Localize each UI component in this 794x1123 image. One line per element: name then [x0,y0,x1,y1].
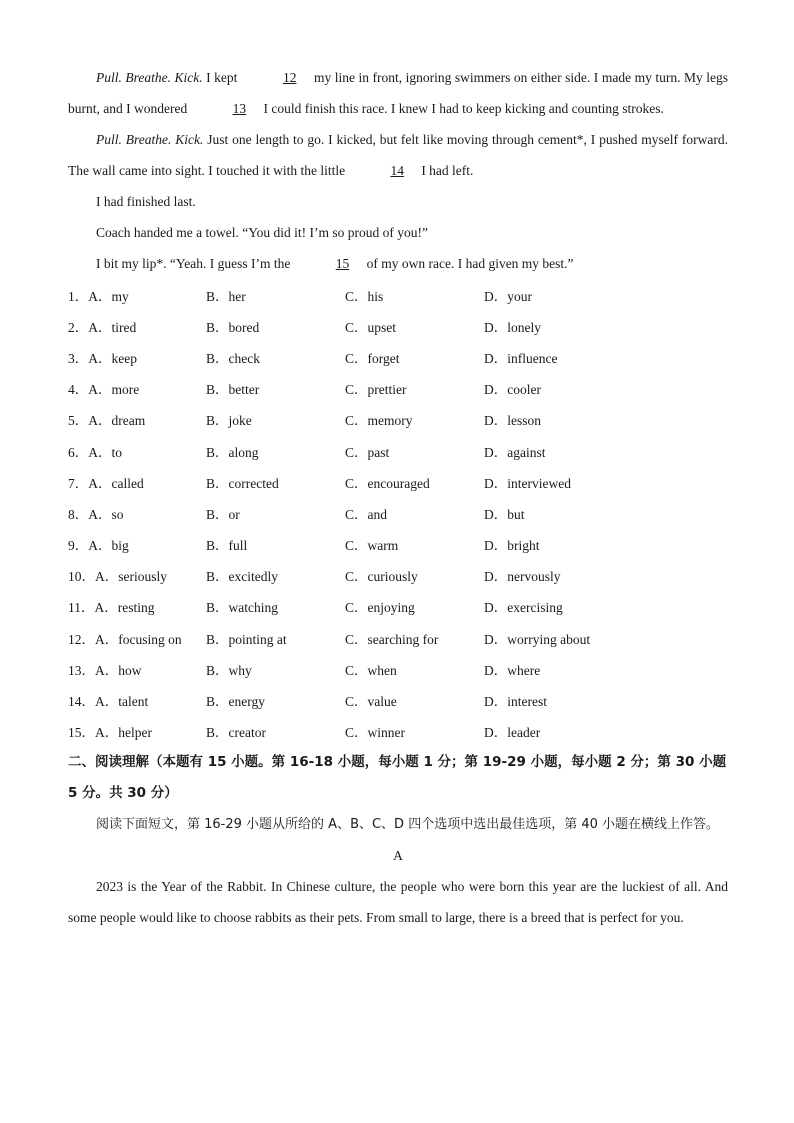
option-b: B．along [206,444,259,460]
option-b: B．bored [206,319,260,335]
text: I bit my lip*. “Yeah. I guess I’m the [96,256,294,271]
blank-14: 14 [390,163,404,178]
option-a: 3．A．keep [68,350,137,366]
question-row [68,684,728,715]
option-c: C．memory [345,413,413,429]
option-a: 8．A．so [68,506,124,522]
option-d: D．lesson [484,413,541,429]
option-c: C．encouraged [345,475,430,491]
option-d: D．worrying about [484,631,591,647]
option-a: 12．A．focusing on [68,631,182,647]
option-a: 13．A．how [68,662,142,678]
question-row [68,497,728,528]
question-row [68,279,728,310]
passage-paragraph-4: Coach handed me a towel. “You did it! I’m so proud of you!” [96,225,428,240]
reading-passage-a: 2023 is the Year of the Rabbit. In Chinese culture, the people who were born this year are the luckiest of all. And some people would like to choose rabbits as their pets. From small to large, there is a breed that is perfect for you. [68,878,728,925]
option-c: C．his [345,288,384,304]
question-row [68,653,728,684]
question-row [68,622,728,653]
option-b: B．joke [206,413,252,429]
option-b: B．watching [206,600,278,616]
question-row [68,310,728,341]
option-b: B．energy [206,694,265,710]
section-instruction: 阅读下面短文，第 16-29 小题从所给的 A、B、C、D 四个选项中选出最佳选项，第 40 小题在横线上作答。 [96,816,720,832]
option-a: 15．A．helper [68,725,152,741]
option-c: C．when [345,662,397,678]
option-a: 10．A．seriously [68,569,167,585]
option-b: B．full [206,538,248,554]
option-a: 6．A．to [68,444,122,460]
passage-paragraph-1 [68,62,728,124]
blank-15: 15 [335,256,350,271]
passage-paragraph-2 [68,124,728,186]
option-c: C．and [345,506,387,522]
option-b: B．better [206,382,260,398]
question-row [68,373,728,404]
option-d: D．nervously [484,569,561,585]
blank-12: 12 [282,70,297,85]
option-b: B．check [206,350,260,366]
option-b: B．her [206,288,246,304]
question-row [68,716,728,747]
blank-13: 13 [232,101,247,116]
option-c: C．winner [345,725,405,741]
option-c: C．enjoying [345,600,415,616]
question-row [68,466,728,497]
text: Just one length to go. I kicked, but felt like moving through cement*, I pushed myself forward. The wall came into sight. I touched it with the little [68,132,728,178]
question-row [68,341,728,372]
option-c: C．upset [345,319,397,335]
passage-letter: A [393,847,403,863]
option-b: B．excitedly [206,569,278,585]
italic-phrase: Pull. Breathe. Kick. [96,132,204,147]
option-a: 14．A．talent [68,694,149,710]
text: I kept [202,70,241,85]
document-page [68,62,728,933]
option-a: 4．A．more [68,382,140,398]
option-d: D．against [484,444,546,460]
option-d: D．your [484,288,532,304]
option-d: D．interviewed [484,475,571,491]
option-a: 1．A．my [68,288,129,304]
italic-phrase: Pull. Breathe. Kick. [96,70,203,85]
section-title: 二、阅读理解（本题有 15 小题。第 16-18 小题，每小题 1 分；第 19-29 小题，每小题 2 分；第 30 小题 5 分。共 30 分） [68,753,727,801]
option-c: C．value [345,694,397,710]
question-row [68,591,728,622]
option-b: B．or [206,506,240,522]
option-a: 9．A．big [68,538,129,554]
option-b: B．why [206,662,252,678]
option-a: 7．A．called [68,475,144,491]
option-d: D．influence [484,350,558,366]
option-b: B．pointing at [206,631,287,647]
passage-paragraph-5 [68,248,728,279]
option-c: C．curiously [345,569,418,585]
question-row [68,529,728,560]
question-row [68,435,728,466]
option-d: D．exercising [484,600,563,616]
option-c: C．prettier [345,382,407,398]
question-list [68,279,728,747]
text: I could finish this race. I knew I had to keep kicking and counting strokes. [260,101,664,116]
option-c: C．searching for [345,631,439,647]
option-b: B．creator [206,725,266,741]
option-c: C．forget [345,350,400,366]
option-d: D．where [484,662,541,678]
passage-paragraph-3: I had finished last. [96,194,196,209]
option-a: 11．A．resting [68,600,155,616]
option-c: C．past [345,444,390,460]
text: I had left. [417,163,474,178]
option-d: D．interest [484,694,547,710]
question-row [68,404,728,435]
option-d: D．leader [484,725,541,741]
option-d: D．lonely [484,319,541,335]
option-d: D．cooler [484,382,541,398]
text: my line in front, ignoring swimmers on either side. I made my turn. My legs burnt, and I wondered [68,70,728,116]
text: of my own race. I had given my best.” [363,256,574,271]
option-a: 5．A．dream [68,413,146,429]
option-d: D．bright [484,538,540,554]
option-c: C．warm [345,538,399,554]
option-a: 2．A．tired [68,319,137,335]
question-row [68,560,728,591]
option-d: D．but [484,506,525,522]
option-b: B．corrected [206,475,279,491]
